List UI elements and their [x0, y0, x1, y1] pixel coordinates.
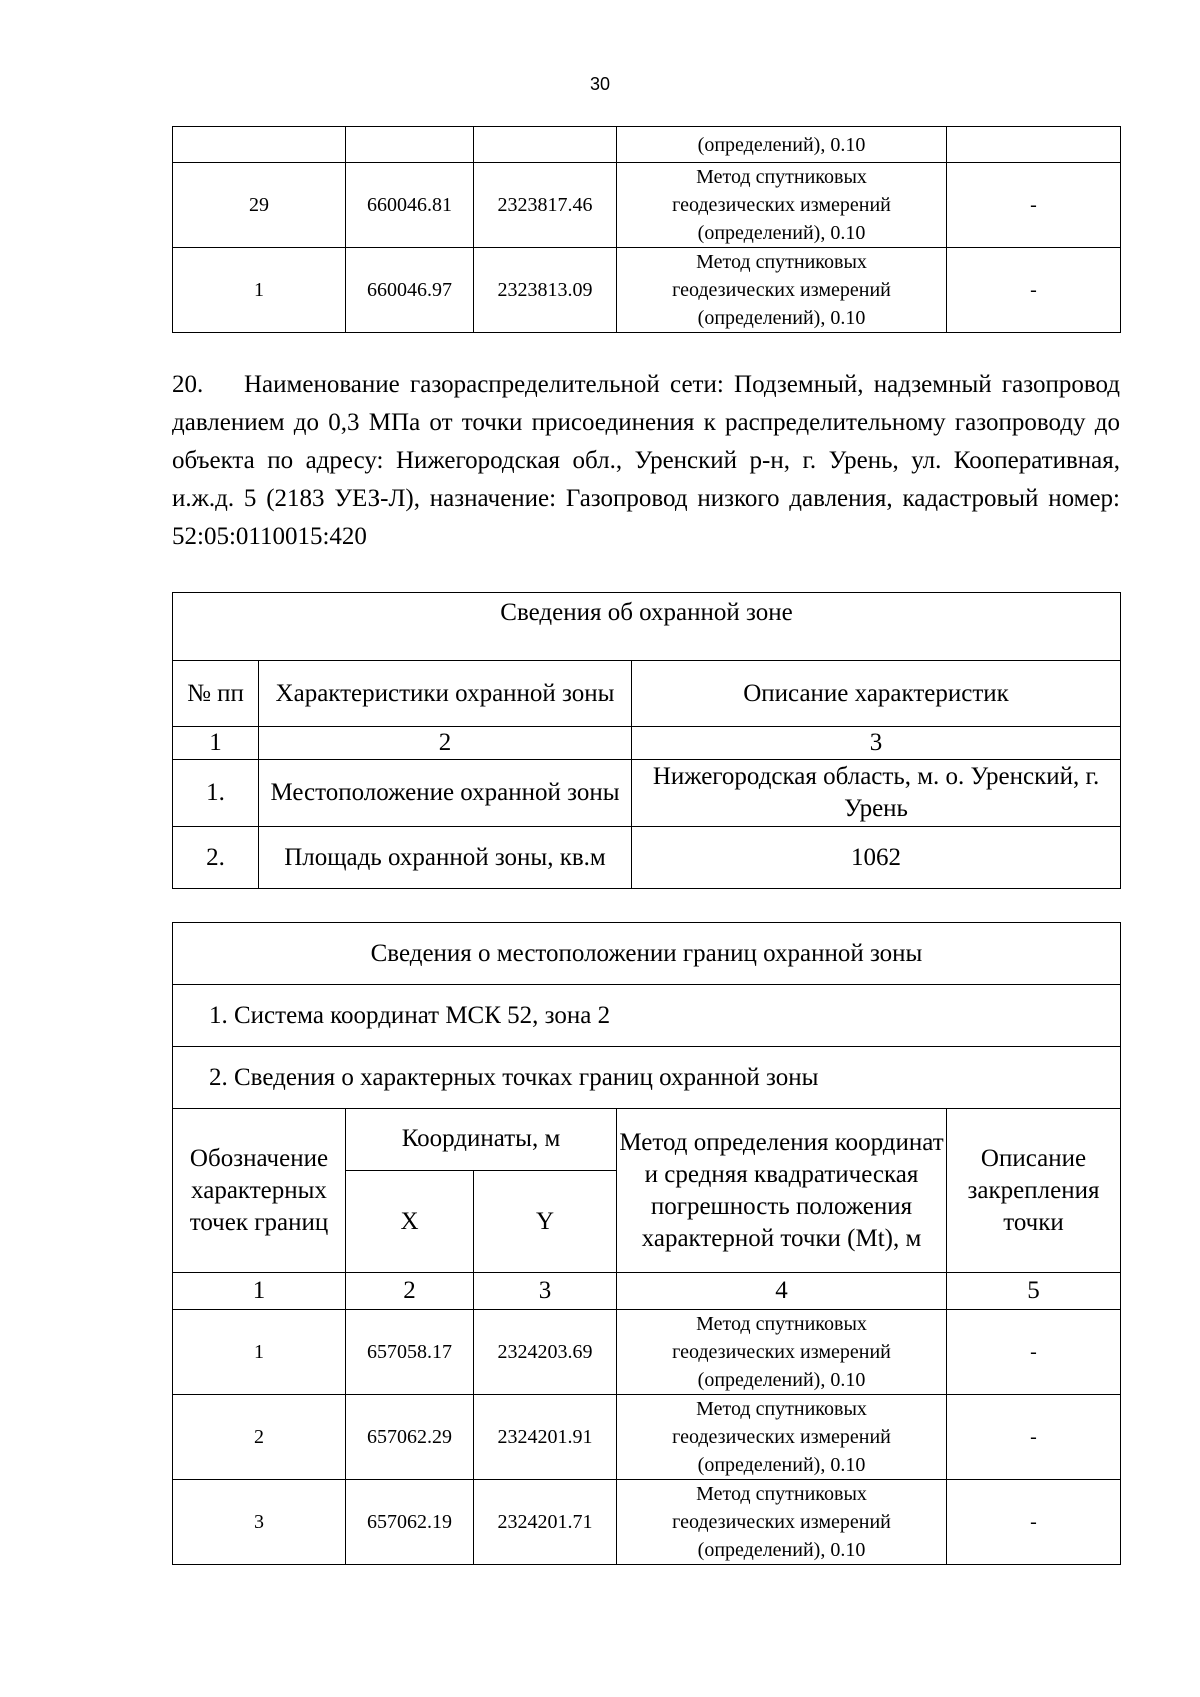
row-name: Площадь охранной зоны, кв.м	[259, 827, 632, 889]
method-line: Метод спутниковых	[696, 1483, 867, 1505]
table-row	[173, 1480, 1121, 1565]
method-line: (определений), 0.10	[697, 1539, 866, 1561]
desc-cell: -	[947, 1480, 1121, 1565]
y-cell	[474, 127, 617, 163]
point-cell: 3	[173, 1480, 346, 1565]
zone-info-table	[172, 592, 1121, 889]
coordinates-table-continued	[172, 126, 1121, 333]
index-row	[173, 1273, 1121, 1310]
row-name: Местоположение охранной зоны	[259, 760, 632, 827]
index-cell: 2	[259, 727, 632, 760]
desc-cell: -	[947, 1310, 1121, 1395]
index-cell: 4	[617, 1273, 947, 1310]
header-cell: Описание характеристик	[632, 661, 1121, 727]
table-row	[173, 827, 1121, 889]
point-cell	[173, 127, 346, 163]
table-row	[173, 760, 1121, 827]
index-cell: 1	[173, 1273, 346, 1310]
table-row	[173, 163, 1121, 248]
table-row	[173, 1395, 1121, 1480]
index-cell: 5	[947, 1273, 1121, 1310]
method-line: (определений), 0.10	[697, 1454, 866, 1476]
method-line: (определений), 0.10	[697, 1369, 866, 1391]
header-cell: № пп	[173, 661, 259, 727]
method-line: (определений), 0.10	[697, 222, 866, 244]
method-line: геодезических измерений	[672, 1341, 891, 1363]
method-line: геодезических измерений	[672, 194, 891, 216]
row-value: Нижегородская область, м. о. Уренский, г. Урень	[632, 760, 1121, 827]
desc-cell: -	[947, 163, 1121, 248]
x-cell: 657062.29	[346, 1395, 474, 1480]
y-cell: 2324203.69	[474, 1310, 617, 1395]
x-cell	[346, 127, 474, 163]
method-cell	[617, 163, 947, 248]
index-cell: 2	[346, 1273, 474, 1310]
x-cell: 660046.97	[346, 248, 474, 333]
method-line: Метод спутниковых	[696, 251, 867, 273]
row-number: 1.	[173, 760, 259, 827]
y-cell: 2324201.91	[474, 1395, 617, 1480]
header-y: Y	[474, 1171, 617, 1273]
method-line: геодезических измерений	[672, 279, 891, 301]
row-number: 2.	[173, 827, 259, 889]
header-cell: Характеристики охранной зоны	[259, 661, 632, 727]
header-row	[173, 661, 1121, 727]
desc-cell: -	[947, 248, 1121, 333]
index-row	[173, 727, 1121, 760]
coordinate-system: 1. Система координат МСК 52, зона 2	[173, 985, 1121, 1047]
method-line: геодезических измерений	[672, 1511, 891, 1533]
method-cell	[617, 1310, 947, 1395]
method-cell	[617, 1395, 947, 1480]
section-number: 20.	[172, 371, 204, 398]
y-cell: 2323817.46	[474, 163, 617, 248]
table-title: Сведения об охранной зоне	[173, 593, 1121, 661]
section-text: Наименование газораспределительной сети: Подземный, надземный газопровод давлением до 0,3 МПа от точки присоединения к распределительному газопроводу до объекта по адресу: Нижегородская обл., Уренский р-н, г. Урень, ул. Кооперативная, и.ж.д. 5 (2183 УЕЗ-Л), назначение: Газопровод низкого давления, кадастровый номер: 52:05:0110015:420	[172, 371, 1120, 550]
header-coords: Координаты, м	[346, 1109, 617, 1171]
method-line: Метод спутниковых	[696, 166, 867, 188]
index-cell: 3	[474, 1273, 617, 1310]
desc-cell	[947, 127, 1121, 163]
method-line: Метод спутниковых	[696, 1313, 867, 1335]
zone-bounds-table	[172, 922, 1121, 1565]
index-cell: 3	[632, 727, 1121, 760]
index-cell: 1	[173, 727, 259, 760]
header-point: Обозначение характерных точек границ	[173, 1109, 346, 1273]
method-line: геодезических измерений	[672, 1426, 891, 1448]
table-title: Сведения о местоположении границ охранной зоны	[173, 923, 1121, 985]
table-row	[173, 127, 1121, 163]
desc-cell: -	[947, 1395, 1121, 1480]
header-x: X	[346, 1171, 474, 1273]
table-row	[173, 248, 1121, 333]
method-line: (определений), 0.10	[697, 307, 866, 329]
x-cell: 657062.19	[346, 1480, 474, 1565]
y-cell: 2323813.09	[474, 248, 617, 333]
x-cell: 660046.81	[346, 163, 474, 248]
points-caption: 2. Сведения о характерных точках границ охранной зоны	[173, 1047, 1121, 1109]
x-cell: 657058.17	[346, 1310, 474, 1395]
table-row	[173, 1310, 1121, 1395]
method-cell	[617, 1480, 947, 1565]
row-value: 1062	[632, 827, 1121, 889]
method-line: Метод спутниковых	[696, 1398, 867, 1420]
point-cell: 1	[173, 248, 346, 333]
section-paragraph	[172, 366, 1120, 556]
y-cell: 2324201.71	[474, 1480, 617, 1565]
method-cell	[617, 248, 947, 333]
header-desc: Описание закрепления точки	[947, 1109, 1121, 1273]
point-cell: 29	[173, 163, 346, 248]
method-cell: (определений), 0.10	[617, 127, 947, 163]
point-cell: 2	[173, 1395, 346, 1480]
header-row	[173, 1109, 1121, 1171]
header-method: Метод определения координат и средняя квадратическая погрешность положения характерной точки (Mt), м	[617, 1109, 947, 1273]
point-cell: 1	[173, 1310, 346, 1395]
page-number: 30	[589, 74, 611, 94]
